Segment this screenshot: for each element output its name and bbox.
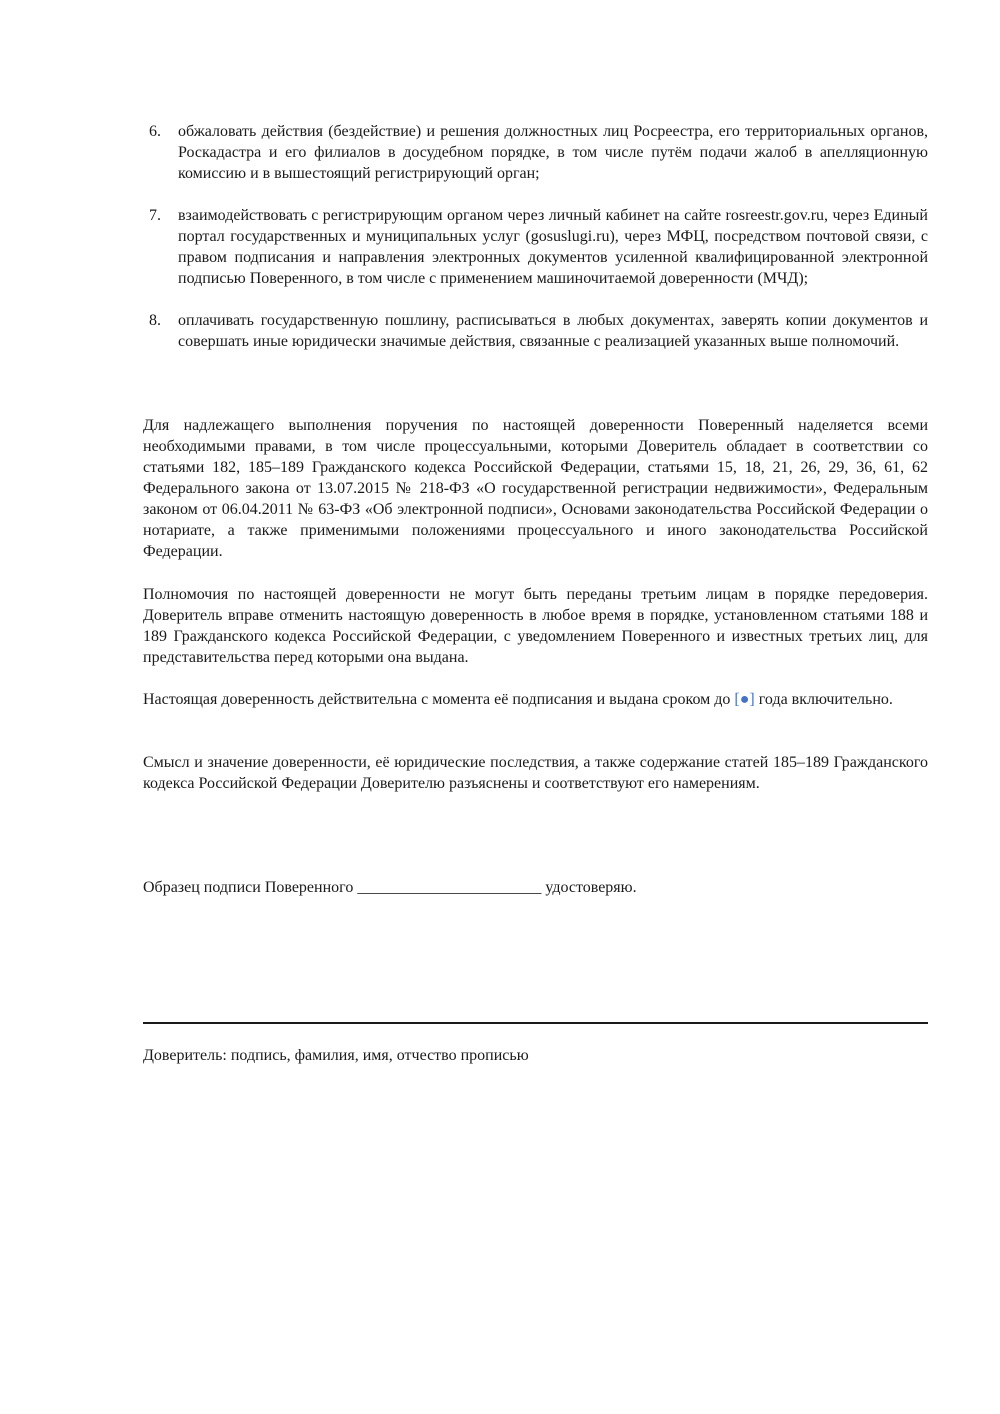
list-item-number: 6. bbox=[149, 123, 161, 140]
signature-sample-line: Образец подписи Поверенного _______________________ удостоверяю. bbox=[143, 879, 637, 896]
list-item-number: 8. bbox=[149, 312, 161, 329]
rights-paragraph: Для надлежащего выполнения поручения по настоящей доверенности Поверенный наделяется всеми необходимыми правами, в том числе процессуальными, которыми Доверитель обладает в соответствии со статьями 182, 185–189 Гражданского кодекса Российской Федерации, статьями 15, 18, 21, 26, 29, 36, 61, 62 Федерального закона от 13.07.2015 № 218-ФЗ «О государственной регистрации недвижимости», Федеральным законом от 06.04.2011 № 63-ФЗ «Об электронной подписи», Основами законодательства Российской Федерации о нотариате, а также применимыми положениями процессуального и иного законодательства Российской Федерации. bbox=[143, 417, 928, 560]
list-item-text: оплачивать государственную пошлину, расписываться в любых документах, заверять копии документов и совершать иные юридически значимые действия, связанные с реализацией указанных выше полномочий. bbox=[178, 312, 928, 350]
signature-line bbox=[143, 1022, 928, 1024]
list-item-text: взаимодействовать с регистрирующим органом через личный кабинет на сайте rosreestr.gov.ru, через Единый портал государственных и муниципальных услуг (gosuslugi.ru), через МФЦ, посредством почтовой связи, с правом подписания и направления электронных документов усиленной квалифицированной электронной подписью Поверенного, в том числе с применением машиночитаемой доверенности (МЧД); bbox=[178, 207, 928, 287]
list-item-number: 7. bbox=[149, 207, 161, 224]
signature-caption: Доверитель: подпись, фамилия, имя, отчество прописью bbox=[143, 1047, 529, 1064]
list-item-text: обжаловать действия (бездействие) и решения должностных лиц Росреестра, его территориальных органов, Роскадастра и его филиалов в досудебном порядке, в том числе путём подачи жалоб в апелляционную комиссию и в вышестоящий регистрирующий орган; bbox=[178, 123, 928, 182]
list-item bbox=[143, 121, 928, 184]
validity-date-placeholder: [●] bbox=[734, 691, 755, 708]
no-delegation-paragraph: Полномочия по настоящей доверенности не могут быть переданы третьим лицам в порядке передоверия. Доверитель вправе отменить настоящую доверенность в любое время в порядке, установленном статьями 188 и 189 Гражданского кодекса Российской Федерации, с уведомлением Поверенного и известных третьих лиц, для представительства перед которыми она выдана. bbox=[143, 586, 928, 666]
validity-text-end: года включительно. bbox=[754, 691, 893, 708]
meaning-paragraph: Смысл и значение доверенности, её юридические последствия, а также содержание статей 185–189 Гражданского кодекса Российской Федерации Доверителю разъяснены и соответствуют его намерениям. bbox=[143, 754, 928, 792]
powers-list bbox=[143, 121, 928, 373]
list-item bbox=[143, 205, 928, 289]
validity-paragraph bbox=[143, 689, 928, 710]
validity-text-start: Настоящая доверенность действительна с момента её подписания и выдана сроком до bbox=[143, 691, 735, 708]
list-item bbox=[143, 310, 928, 352]
